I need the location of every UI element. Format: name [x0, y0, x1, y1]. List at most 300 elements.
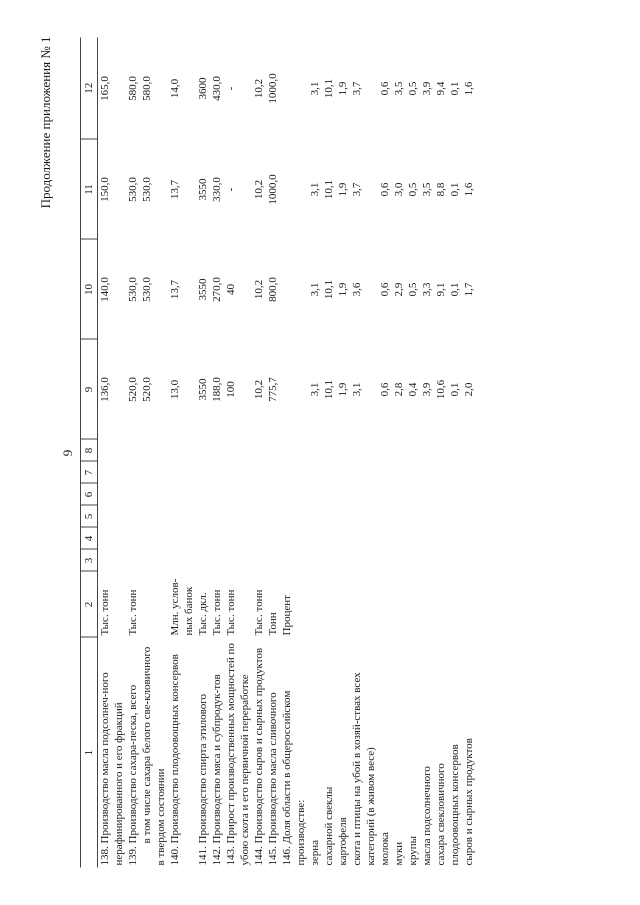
value-col-12: 9,4 — [435, 81, 447, 95]
empty-cell — [420, 505, 434, 527]
empty-cell — [392, 527, 406, 549]
unit-cell — [462, 571, 476, 637]
unit-cell: Тыс. тонн — [211, 589, 223, 635]
empty-cell — [140, 439, 168, 461]
empty-cell — [98, 461, 127, 483]
empty-cell — [378, 461, 392, 483]
value-col-9: 0,6 — [379, 382, 391, 396]
indicator-name: сыров и сырных продуктов — [463, 737, 475, 865]
empty-cell — [252, 527, 266, 549]
empty-cell — [378, 549, 392, 571]
value-col-11: 530,0 — [127, 176, 139, 202]
col-header-10: 10 — [81, 239, 98, 339]
row-number: 144. — [253, 845, 265, 865]
value-col-9: 3,1 — [351, 382, 363, 396]
value-col-10: 800,0 — [267, 276, 279, 302]
indicator-cell — [406, 637, 420, 867]
col-header-5: 5 — [81, 505, 98, 527]
empty-cell — [266, 483, 280, 505]
value-col-11: 1,9 — [337, 182, 349, 196]
table-row — [350, 37, 378, 867]
value-col-10: 1,9 — [337, 282, 349, 296]
value-col-11: 10,1 — [323, 179, 335, 199]
value-col-11: 1000,0 — [267, 173, 279, 205]
appendix-table — [80, 37, 476, 867]
empty-cell — [336, 461, 350, 483]
value-col-10: 2,9 — [393, 282, 405, 296]
empty-cell — [168, 461, 196, 483]
value-col-9: 2,8 — [393, 382, 405, 396]
empty-cell — [126, 549, 140, 571]
empty-cell — [462, 439, 476, 461]
value-col-12: 3,7 — [351, 81, 363, 95]
empty-cell — [462, 527, 476, 549]
unit-cell — [420, 571, 434, 637]
value-col-11: 3,7 — [351, 182, 363, 196]
value-col-10: 0,1 — [449, 282, 461, 296]
unit-cell: Тыс. тонн — [253, 589, 265, 635]
empty-cell — [252, 461, 266, 483]
value-col-11: 150,0 — [99, 176, 111, 202]
empty-cell — [378, 505, 392, 527]
row-number: 139. — [127, 845, 139, 865]
value-col-9: 10,6 — [435, 379, 447, 399]
value-col-10: 3,1 — [309, 282, 321, 296]
indicator-name: Производство масла сливочного — [267, 691, 279, 843]
table-row — [462, 37, 476, 867]
unit-cell: Процент — [281, 594, 293, 635]
empty-cell — [308, 461, 322, 483]
value-col-12: 3600 — [197, 77, 209, 99]
empty-cell — [434, 505, 448, 527]
empty-cell — [434, 549, 448, 571]
unit-cell — [308, 571, 322, 637]
value-col-9: 520,0 — [127, 376, 139, 402]
value-col-11: 10,2 — [253, 179, 265, 199]
value-col-9: 520,0 — [141, 376, 153, 402]
empty-cell — [168, 505, 196, 527]
indicator-cell — [266, 637, 280, 867]
value-col-9: 3550 — [197, 378, 209, 400]
empty-cell — [196, 527, 210, 549]
indicator-name: в том числе сахара белого све-кловичного в твердом состоянии — [141, 646, 167, 865]
table-row — [98, 37, 127, 867]
empty-cell — [392, 549, 406, 571]
indicator-name: Производство масла подсолнеч-ного нерафинированного и его фракций — [99, 671, 125, 865]
unit-cell — [336, 571, 350, 637]
empty-cell — [266, 505, 280, 527]
empty-cell — [322, 461, 336, 483]
table-row — [196, 37, 210, 867]
indicator-name: муки — [393, 841, 405, 865]
value-col-9: 100 — [225, 380, 237, 398]
unit-cell: Тыс. тонн — [99, 589, 111, 635]
indicator-cell — [462, 637, 476, 867]
empty-cell — [322, 483, 336, 505]
empty-cell — [406, 483, 420, 505]
empty-cell — [280, 505, 308, 527]
indicator-cell — [448, 637, 462, 867]
value-col-12: 3,5 — [393, 81, 405, 95]
value-col-9: 3,1 — [309, 382, 321, 396]
empty-cell — [210, 439, 224, 461]
empty-cell — [98, 483, 127, 505]
empty-cell — [420, 527, 434, 549]
value-col-12: 1,6 — [463, 81, 475, 95]
empty-cell — [224, 549, 252, 571]
empty-cell — [168, 439, 196, 461]
value-col-11: 13,7 — [169, 179, 181, 199]
value-col-9: 13,0 — [169, 379, 181, 399]
empty-cell — [140, 527, 168, 549]
value-col-9: 136,0 — [99, 376, 111, 402]
value-col-9: 3,9 — [421, 382, 433, 396]
empty-cell — [266, 549, 280, 571]
empty-cell — [168, 483, 196, 505]
col-header-4: 4 — [81, 527, 98, 549]
row-number: 145. — [267, 845, 279, 865]
empty-cell — [448, 505, 462, 527]
value-col-12: 580,0 — [141, 75, 153, 101]
column-number-row — [81, 37, 98, 867]
empty-cell — [224, 439, 252, 461]
unit-cell — [140, 571, 168, 637]
empty-cell — [224, 527, 252, 549]
empty-cell — [406, 439, 420, 461]
empty-cell — [210, 461, 224, 483]
unit-cell — [434, 571, 448, 637]
value-col-9: 10,2 — [253, 379, 265, 399]
empty-cell — [420, 549, 434, 571]
indicator-cell — [336, 637, 350, 867]
table-row — [280, 37, 308, 867]
empty-cell — [126, 483, 140, 505]
empty-cell — [322, 505, 336, 527]
empty-cell — [126, 439, 140, 461]
empty-cell — [392, 483, 406, 505]
row-number: 143. — [225, 845, 237, 865]
unit-cell — [392, 571, 406, 637]
value-col-11: - — [225, 187, 237, 191]
empty-cell — [350, 505, 378, 527]
empty-cell — [350, 439, 378, 461]
table-row — [336, 37, 350, 867]
value-col-11: 3,5 — [421, 182, 433, 196]
indicator-name: плодоовощных консервов — [449, 743, 461, 865]
indicator-name: Производство мяса и субпродук-тов — [211, 673, 223, 843]
indicator-cell — [210, 637, 224, 867]
empty-cell — [280, 483, 308, 505]
value-col-9: 775,7 — [267, 376, 279, 402]
table-row — [434, 37, 448, 867]
empty-cell — [98, 505, 127, 527]
value-col-10: 9,1 — [435, 282, 447, 296]
empty-cell — [378, 527, 392, 549]
indicator-cell — [196, 637, 210, 867]
empty-cell — [280, 439, 308, 461]
table-row — [126, 37, 140, 867]
indicator-name: сахара свекловичного — [435, 762, 447, 865]
table-row — [406, 37, 420, 867]
empty-cell — [140, 483, 168, 505]
empty-cell — [308, 505, 322, 527]
empty-cell — [378, 439, 392, 461]
value-col-11: 0,1 — [449, 182, 461, 196]
page-number: 9 — [60, 449, 75, 456]
value-col-10: 0,6 — [379, 282, 391, 296]
empty-cell — [392, 505, 406, 527]
empty-cell — [140, 461, 168, 483]
table-body — [98, 37, 477, 867]
empty-cell — [224, 483, 252, 505]
empty-cell — [224, 505, 252, 527]
indicator-cell — [434, 637, 448, 867]
value-col-12: 430,0 — [211, 75, 223, 101]
indicator-cell — [252, 637, 266, 867]
indicator-cell — [98, 637, 127, 867]
value-col-11: 3550 — [197, 178, 209, 200]
value-col-9: 188,0 — [211, 376, 223, 402]
indicator-name: Производство спирта этилового — [197, 693, 209, 843]
empty-cell — [252, 483, 266, 505]
empty-cell — [210, 527, 224, 549]
table-row — [210, 37, 224, 867]
empty-cell — [308, 483, 322, 505]
table-row — [252, 37, 266, 867]
empty-cell — [406, 461, 420, 483]
rotated-document — [20, 30, 620, 875]
empty-cell — [280, 549, 308, 571]
table-row — [308, 37, 322, 867]
continuation-label: Продолжение приложения № 1 — [38, 36, 53, 208]
page-header — [20, 30, 80, 875]
table-row — [378, 37, 392, 867]
empty-cell — [266, 439, 280, 461]
indicator-cell — [168, 637, 196, 867]
col-header-12: 12 — [81, 37, 98, 139]
empty-cell — [126, 527, 140, 549]
unit-cell: Млн. услов-ных банок — [169, 578, 195, 635]
unit-cell: Тыс. тонн — [127, 589, 139, 635]
empty-cell — [266, 527, 280, 549]
empty-cell — [434, 527, 448, 549]
col-header-9: 9 — [81, 339, 98, 439]
value-col-10: 1,7 — [463, 282, 475, 296]
value-col-12: 14,0 — [169, 78, 181, 98]
row-number: 142. — [211, 845, 223, 865]
value-col-10 — [280, 239, 308, 339]
table-row — [322, 37, 336, 867]
empty-cell — [378, 483, 392, 505]
value-col-10: 3,3 — [421, 282, 433, 296]
indicator-name: масла подсолнечного — [421, 765, 433, 865]
empty-cell — [350, 483, 378, 505]
unit-cell: Тонн — [267, 611, 279, 635]
indicator-cell — [420, 637, 434, 867]
empty-cell — [350, 527, 378, 549]
col-header-7: 7 — [81, 461, 98, 483]
value-col-10: 10,2 — [253, 279, 265, 299]
empty-cell — [196, 483, 210, 505]
empty-cell — [98, 439, 127, 461]
empty-cell — [126, 505, 140, 527]
value-col-9: 10,1 — [323, 379, 335, 399]
value-col-11: 0,6 — [379, 182, 391, 196]
indicator-cell — [224, 637, 252, 867]
empty-cell — [420, 483, 434, 505]
value-col-10: 530,0 — [141, 276, 153, 302]
table-row — [168, 37, 196, 867]
value-col-10: 10,1 — [323, 279, 335, 299]
indicator-name: Доля области в общероссийском производстве: — [281, 690, 307, 865]
col-header-3: 3 — [81, 549, 98, 571]
indicator-cell — [392, 637, 406, 867]
unit-cell — [406, 571, 420, 637]
empty-cell — [140, 505, 168, 527]
empty-cell — [406, 549, 420, 571]
col-header-2: 2 — [81, 571, 98, 637]
value-col-10: 270,0 — [211, 276, 223, 302]
empty-cell — [336, 439, 350, 461]
empty-cell — [434, 483, 448, 505]
table-row — [392, 37, 406, 867]
indicator-name: крупы — [407, 835, 419, 865]
empty-cell — [462, 483, 476, 505]
empty-cell — [98, 527, 127, 549]
empty-cell — [448, 527, 462, 549]
indicator-cell — [140, 637, 168, 867]
empty-cell — [462, 505, 476, 527]
empty-cell — [336, 527, 350, 549]
indicator-cell — [280, 637, 308, 867]
table-row — [224, 37, 252, 867]
value-col-11 — [280, 139, 308, 239]
indicator-name: Прирост производственных мощностей по убою скота и его первичной переработке — [225, 642, 251, 865]
table-row — [140, 37, 168, 867]
empty-cell — [308, 527, 322, 549]
empty-cell — [420, 461, 434, 483]
value-col-9: 2,0 — [463, 382, 475, 396]
empty-cell — [448, 549, 462, 571]
empty-cell — [196, 461, 210, 483]
value-col-12: 0,5 — [407, 81, 419, 95]
empty-cell — [196, 439, 210, 461]
empty-cell — [434, 461, 448, 483]
row-number: 141. — [197, 845, 209, 865]
empty-cell — [280, 527, 308, 549]
value-col-12: 3,9 — [421, 81, 433, 95]
empty-cell — [322, 549, 336, 571]
empty-cell — [322, 527, 336, 549]
value-col-9: 1,9 — [337, 382, 349, 396]
indicator-name: Производство сахара-песка, всего — [127, 684, 139, 843]
indicator-name: скота и птицы на убой в хозяй-ствах всех категорий (в живом весе) — [351, 671, 377, 865]
value-col-10: 3550 — [197, 278, 209, 300]
table-row — [448, 37, 462, 867]
unit-cell: Тыс. дкл. — [197, 591, 209, 635]
value-col-10: 13,7 — [169, 279, 181, 299]
value-col-12: 1000,0 — [267, 72, 279, 104]
indicator-name: сахарной свеклы — [323, 786, 335, 865]
empty-cell — [252, 505, 266, 527]
value-col-12: 1,9 — [337, 81, 349, 95]
row-number: 146. — [281, 845, 293, 865]
value-col-12: 0,1 — [449, 81, 461, 95]
empty-cell — [224, 461, 252, 483]
empty-cell — [448, 483, 462, 505]
indicator-cell — [308, 637, 322, 867]
value-col-11: 3,0 — [393, 182, 405, 196]
row-number: 140. — [169, 845, 181, 865]
value-col-9: 0,4 — [407, 382, 419, 396]
row-number: 138. — [99, 845, 111, 865]
value-col-10: 530,0 — [127, 276, 139, 302]
unit-cell — [322, 571, 336, 637]
empty-cell — [350, 549, 378, 571]
col-header-11: 11 — [81, 139, 98, 239]
empty-cell — [252, 549, 266, 571]
empty-cell — [336, 549, 350, 571]
empty-cell — [126, 461, 140, 483]
value-col-11: 3,1 — [309, 182, 321, 196]
unit-cell — [448, 571, 462, 637]
empty-cell — [308, 439, 322, 461]
empty-cell — [210, 549, 224, 571]
col-header-8: 8 — [81, 439, 98, 461]
empty-cell — [336, 483, 350, 505]
value-col-10: 40 — [225, 283, 237, 295]
empty-cell — [140, 549, 168, 571]
empty-cell — [448, 461, 462, 483]
value-col-9 — [280, 339, 308, 439]
value-col-11: 0,5 — [407, 182, 419, 196]
unit-cell — [378, 571, 392, 637]
empty-cell — [336, 505, 350, 527]
value-col-10: 140,0 — [99, 276, 111, 302]
empty-cell — [266, 461, 280, 483]
indicator-name: Производство сыров и сырных продуктов — [253, 647, 265, 843]
col-header-6: 6 — [81, 483, 98, 505]
col-header-1: 1 — [81, 637, 98, 867]
indicator-name: молока — [379, 831, 391, 865]
unit-cell — [350, 571, 378, 637]
indicator-cell — [350, 637, 378, 867]
value-col-11: 530,0 — [141, 176, 153, 202]
value-col-10: 3,6 — [351, 282, 363, 296]
table-row — [266, 37, 280, 867]
empty-cell — [392, 461, 406, 483]
indicator-name: зерна — [309, 839, 321, 865]
empty-cell — [210, 483, 224, 505]
value-col-11: 330,0 — [211, 176, 223, 202]
empty-cell — [462, 461, 476, 483]
empty-cell — [406, 527, 420, 549]
empty-cell — [434, 439, 448, 461]
unit-cell: Тыс. тонн — [225, 589, 237, 635]
indicator-name: картофеля — [337, 816, 349, 865]
empty-cell — [210, 505, 224, 527]
value-col-12: 10,2 — [253, 78, 265, 98]
value-col-9: 0,1 — [449, 382, 461, 396]
value-col-12: - — [225, 86, 237, 90]
empty-cell — [420, 439, 434, 461]
empty-cell — [280, 461, 308, 483]
empty-cell — [350, 461, 378, 483]
empty-cell — [196, 549, 210, 571]
empty-cell — [406, 505, 420, 527]
empty-cell — [98, 549, 127, 571]
empty-cell — [448, 439, 462, 461]
